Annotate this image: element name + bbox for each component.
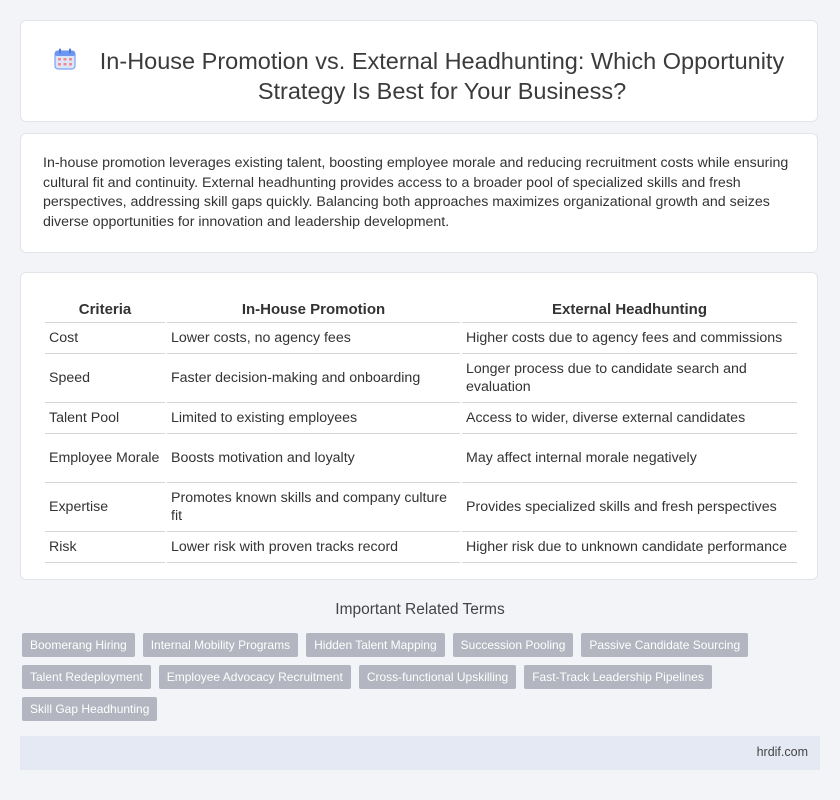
- table-header-row: [45, 295, 797, 323]
- table-cell-in-house: Faster decision-making and onboarding: [167, 354, 460, 403]
- related-term-tag[interactable]: Hidden Talent Mapping: [306, 633, 445, 657]
- related-term-tag[interactable]: Skill Gap Headhunting: [22, 697, 157, 721]
- table-cell-criteria: Risk: [45, 532, 165, 563]
- table-cell-criteria: Expertise: [45, 483, 165, 532]
- table-cell-external: Higher costs due to agency fees and commissions: [462, 323, 797, 354]
- intro-text: In-house promotion leverages existing talent, boosting employee morale and reducing recruitment costs while ensuring cultural fit and continuity. External headhunting provides access to a broader pool of specialized skills and fresh perspectives, addressing skill gaps quickly. Balancing both approaches maximizes organizational growth and seizes diverse opportunities for innovation and leadership development.: [43, 155, 789, 230]
- table-cell-criteria: Speed: [45, 354, 165, 403]
- related-term-tag[interactable]: Passive Candidate Sourcing: [581, 633, 748, 657]
- table-row: [45, 434, 797, 483]
- comparison-card: [20, 272, 818, 580]
- table-cell-in-house: Lower costs, no agency fees: [167, 323, 460, 354]
- related-terms-title: Important Related Terms: [335, 601, 505, 618]
- table-row: [45, 323, 797, 354]
- table-cell-criteria: Employee Morale: [45, 434, 165, 483]
- related-term-tag[interactable]: Talent Redeployment: [22, 665, 151, 689]
- footer: [20, 736, 820, 770]
- calendar-icon: [53, 47, 77, 71]
- table-row: [45, 354, 797, 403]
- table-row: [45, 403, 797, 434]
- table-cell-in-house: Limited to existing employees: [167, 403, 460, 434]
- table-cell-external: Provides specialized skills and fresh perspectives: [462, 483, 797, 532]
- table-row: [45, 532, 797, 563]
- related-term-tag[interactable]: Succession Pooling: [453, 633, 574, 657]
- related-term-tag[interactable]: Internal Mobility Programs: [143, 633, 298, 657]
- table-cell-external: Higher risk due to unknown candidate performance: [462, 532, 797, 563]
- footer-site-link[interactable]: hrdif.com: [756, 745, 808, 759]
- table-cell-criteria: Cost: [45, 323, 165, 354]
- table-cell-criteria: Talent Pool: [45, 403, 165, 434]
- table-cell-external: May affect internal morale negatively: [462, 434, 797, 483]
- table-cell-in-house: Lower risk with proven tracks record: [167, 532, 460, 563]
- table-cell-in-house: Boosts motivation and loyalty: [167, 434, 460, 483]
- related-term-tag[interactable]: Cross-functional Upskilling: [359, 665, 516, 689]
- table-row: [45, 483, 797, 532]
- related-term-tag[interactable]: Employee Advocacy Recruitment: [159, 665, 351, 689]
- column-header-external: External Headhunting: [462, 295, 797, 323]
- page-title: In-House Promotion vs. External Headhunting: Which Opportunity Strategy Is Best for Your Business?: [99, 48, 785, 104]
- related-term-tag[interactable]: Boomerang Hiring: [22, 633, 135, 657]
- table-cell-external: Longer process due to candidate search and evaluation: [462, 354, 797, 403]
- table-cell-external: Access to wider, diverse external candidates: [462, 403, 797, 434]
- column-header-criteria: Criteria: [45, 295, 165, 323]
- related-terms-list: [22, 633, 812, 729]
- table-cell-in-house: Promotes known skills and company culture fit: [167, 483, 460, 532]
- related-term-tag[interactable]: Fast-Track Leadership Pipelines: [524, 665, 712, 689]
- intro-card: [20, 133, 818, 253]
- title-card: [20, 20, 818, 122]
- column-header-in-house: In-House Promotion: [167, 295, 460, 323]
- comparison-table: [43, 295, 799, 563]
